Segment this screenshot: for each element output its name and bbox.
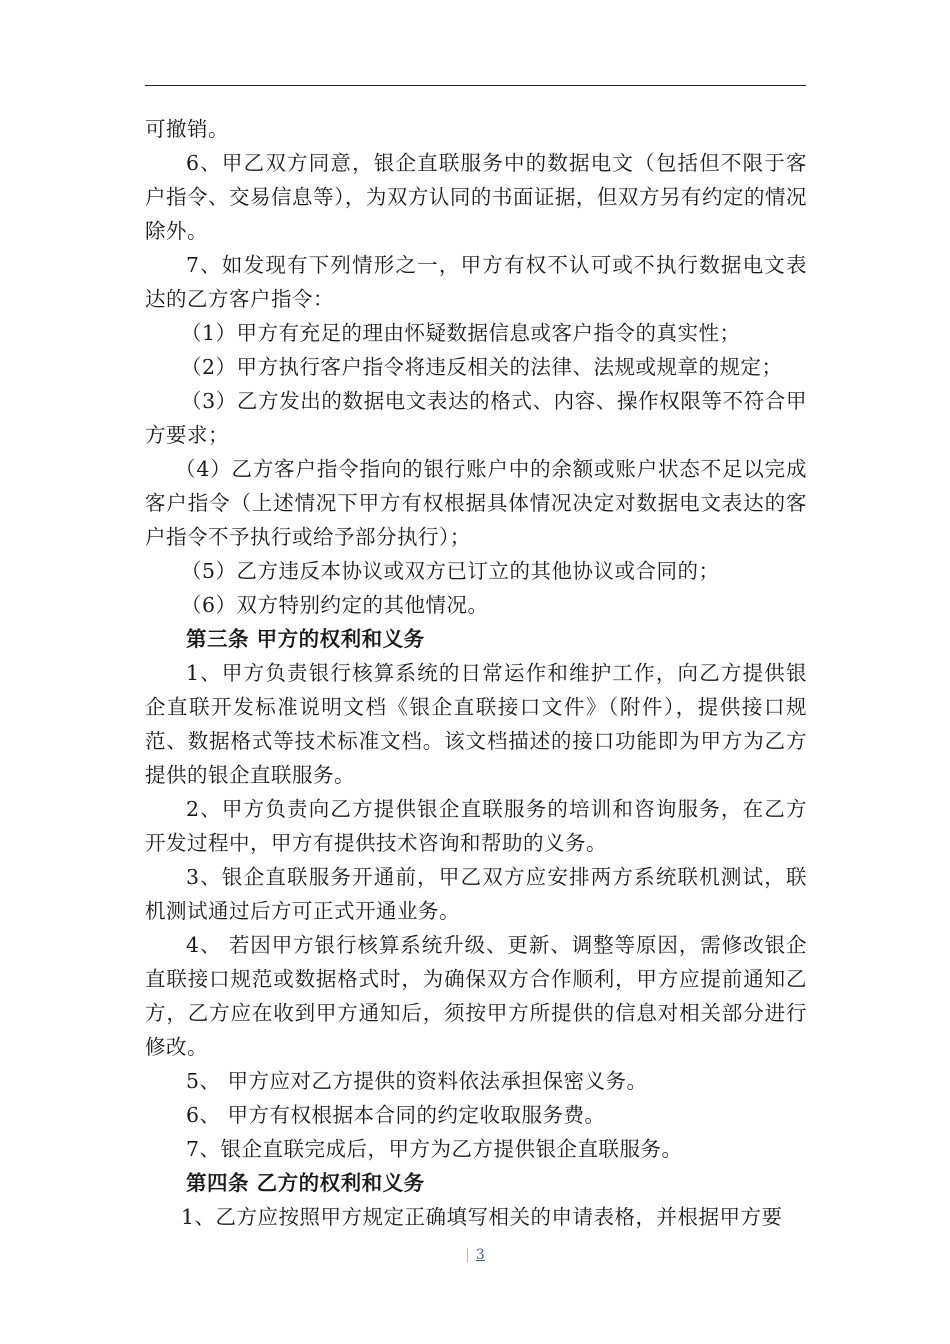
paragraph: 6、甲乙双方同意，银企直联服务中的数据电文（包括但不限于客户指令、交易信息等），为双方认同的书面证据，但双方另有约定的情况除外。 [145,151,807,243]
list-item: （3）乙方发出的数据电文表达的格式、内容、操作权限等不符合甲方要求； [145,389,807,447]
page-footer [0,1247,950,1263]
paragraph: 4、 若因甲方银行核算系统升级、更新、调整等原因，需修改银企直联接口规范或数据格式时，为确保双方合作顺利，甲方应提前通知乙方，乙方应在收到甲方通知后，须按甲方所提供的信息对相关部分进行修改。 [145,933,807,1059]
paragraph: 2、甲方负责向乙方提供银企直联服务的培训和咨询服务，在乙方开发过程中，甲方有提供技术咨询和帮助的义务。 [145,797,807,855]
paragraph: 7、如发现有下列情形之一，甲方有权不认可或不执行数据电文表达的乙方客户指令： [145,253,807,311]
section-heading: 第三条 甲方的权利和义务 [186,627,425,651]
page-number: 3 [475,1247,485,1263]
header-rule [145,85,806,86]
paragraph: 可撤销。 [145,117,229,141]
document-body [145,112,807,1234]
list-item: （5）乙方违反本协议或双方已订立的其他协议或合同的； [181,559,720,583]
list-item: （2）甲方执行客户指令将违反相关的法律、法规或规章的规定； [181,355,783,379]
paragraph: 3、银企直联服务开通前，甲乙双方应安排两方系统联机测试，联机测试通过后方可正式开通业务。 [145,865,807,923]
section-heading: 第四条 乙方的权利和义务 [186,1171,425,1195]
list-item: （4）乙方客户指令指向的银行账户中的余额或账户状态不足以完成客户指令（上述情况下甲方有权根据具体情况决定对数据电文表达的客户指令不予执行或给予部分执行）； [145,457,807,549]
list-item: （1）甲方有充足的理由怀疑数据信息或客户指令的真实性； [181,321,741,345]
paragraph: 1、甲方负责银行核算系统的日常运作和维护工作，向乙方提供银企直联开发标准说明文档《银企直联接口文件》（附件），提供接口规范、数据格式等技术标准文档。该文档描述的接口功能即为甲方为乙方提供的银企直联服务。 [145,661,807,787]
paragraph: 7、银企直联完成后，甲方为乙方提供银企直联服务。 [186,1137,683,1161]
paragraph: 1、乙方应按照甲方规定正确填写相关的申请表格，并根据甲方要 [181,1205,783,1229]
list-item: （6）双方特别约定的其他情况。 [181,593,489,617]
footer-divider: | [465,1247,470,1263]
paragraph: 6、 甲方有权根据本合同的约定收取服务费。 [186,1103,606,1127]
paragraph: 5、 甲方应对乙方提供的资料依法承担保密义务。 [186,1069,648,1093]
